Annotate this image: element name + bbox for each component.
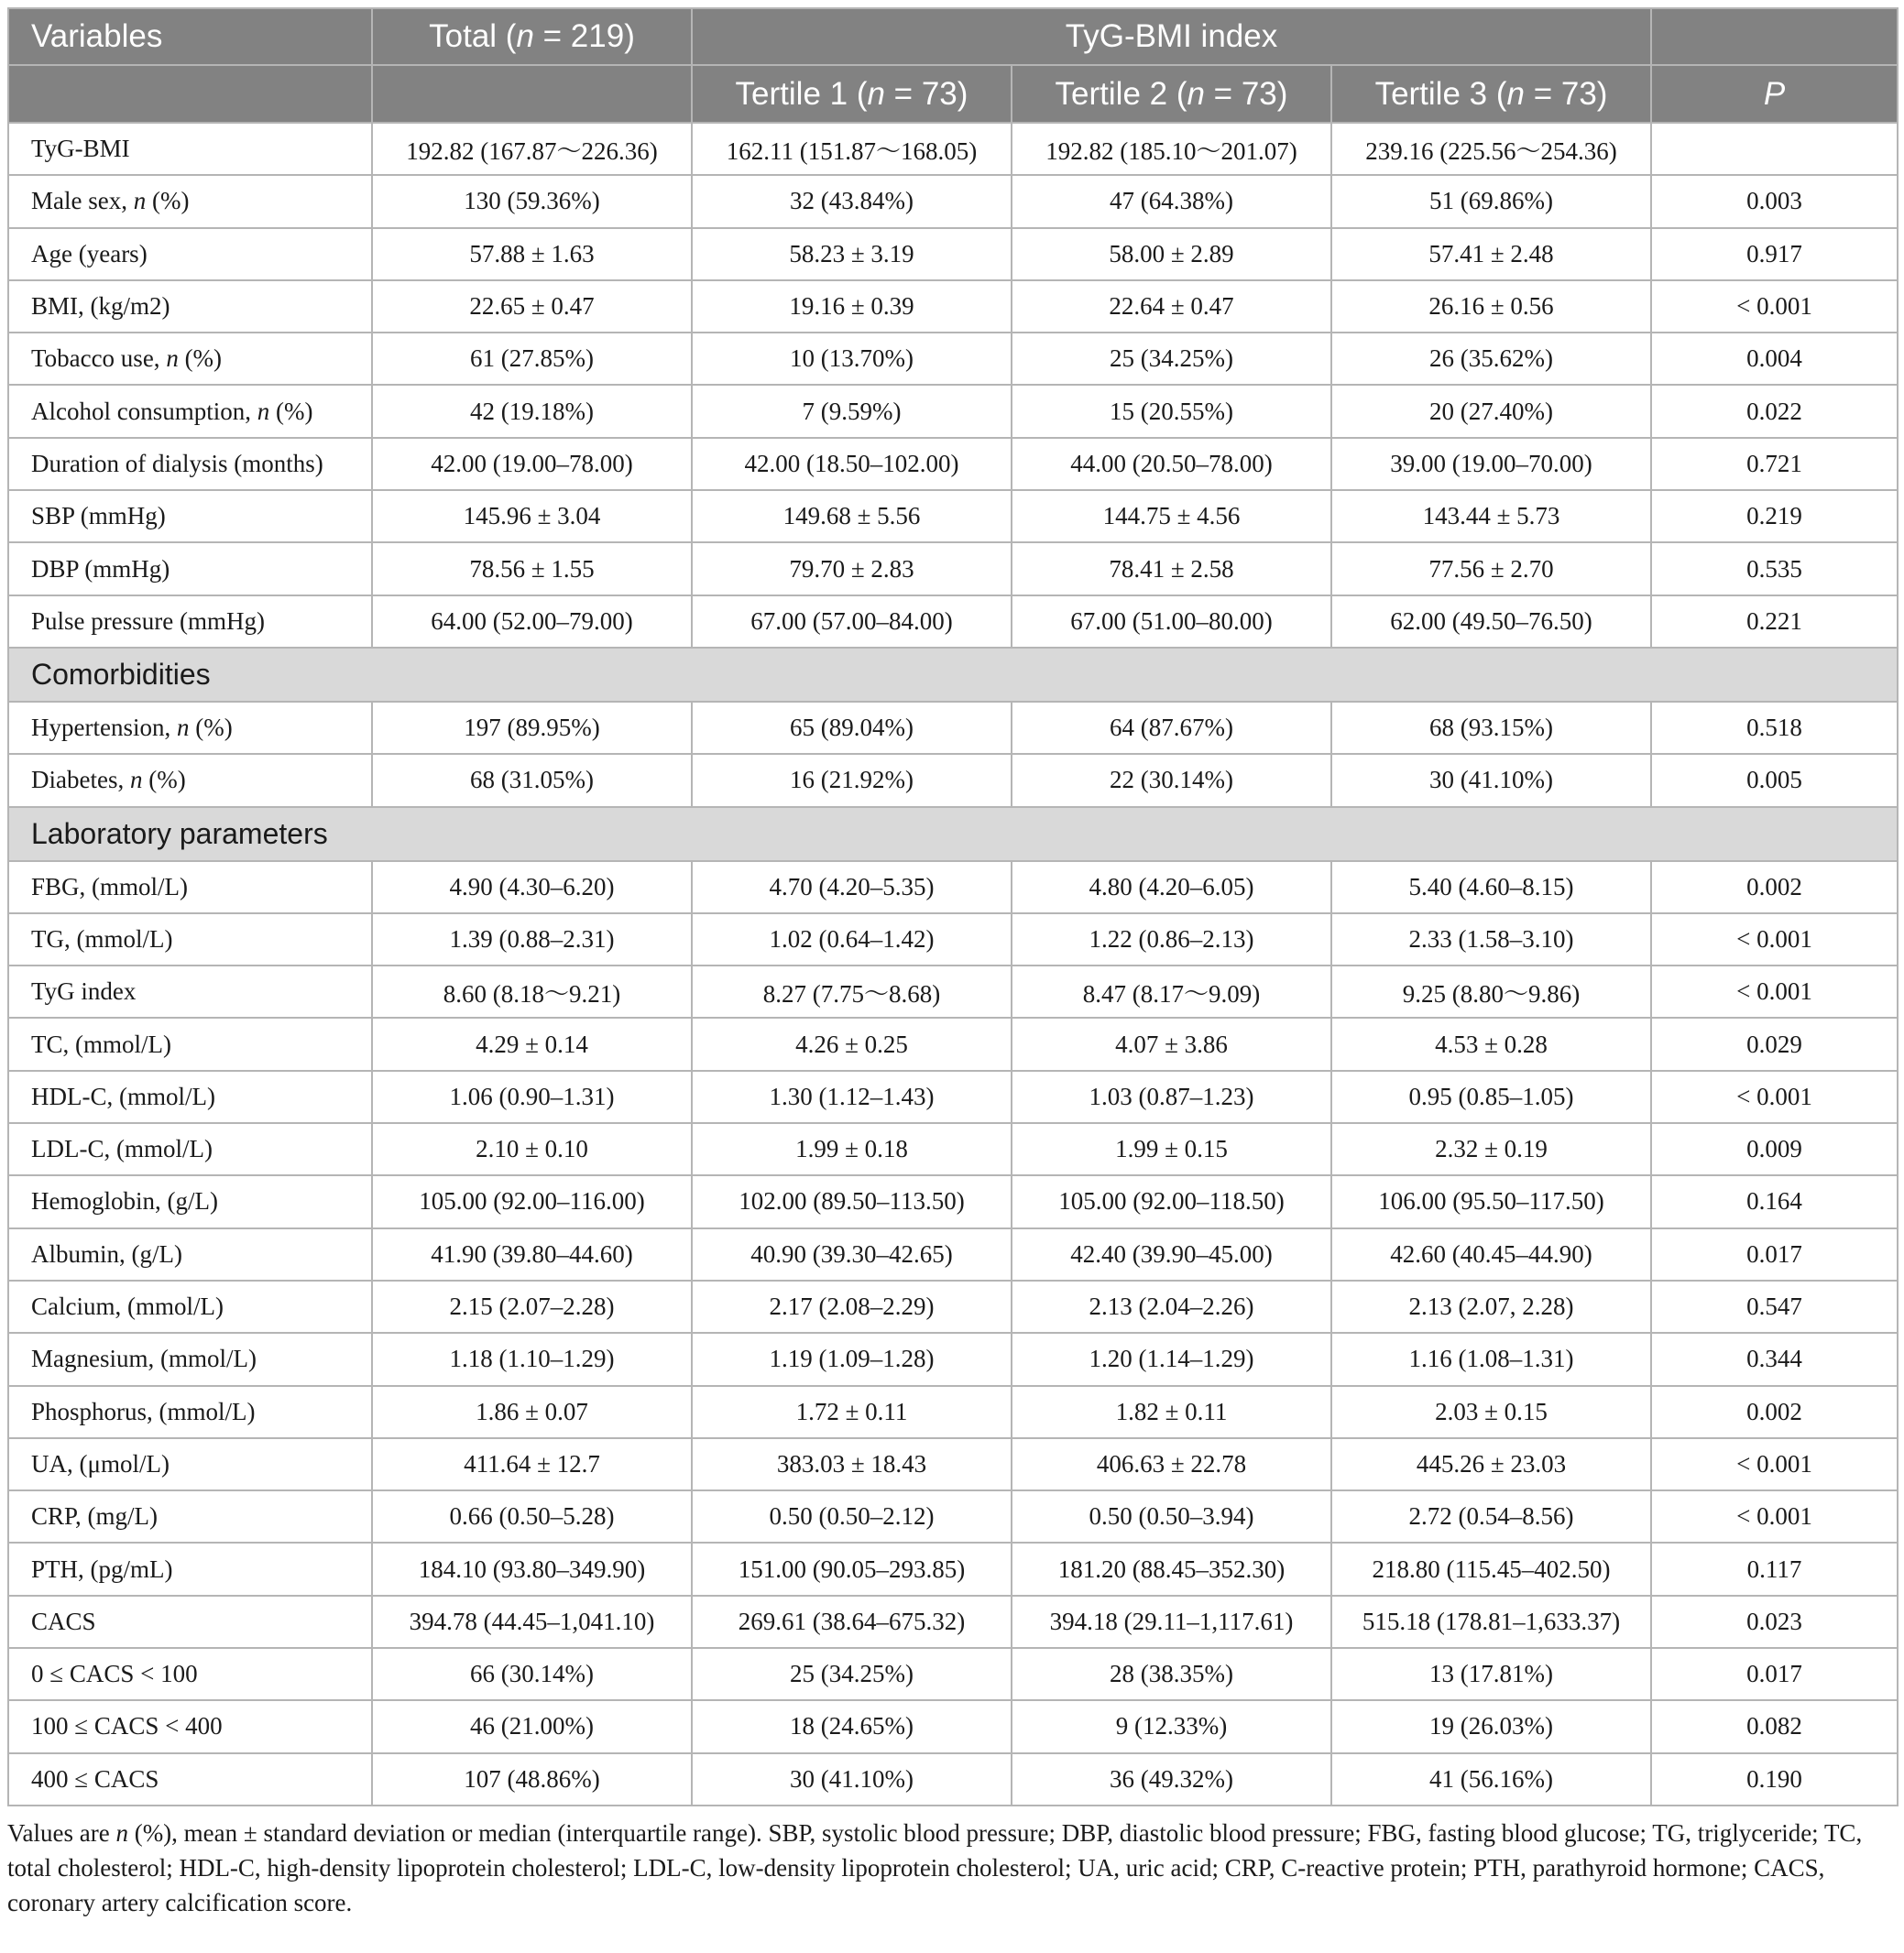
- section-label: Comorbidities: [8, 648, 1898, 702]
- tertile-2-cell: 22 (30.14%): [1012, 754, 1331, 806]
- tertile-2-cell: 64 (87.67%): [1012, 702, 1331, 754]
- baseline-characteristics-table: [7, 7, 1899, 1806]
- tertile-2-cell: 406.63 ± 22.78: [1012, 1438, 1331, 1490]
- tertile-2-cell: 2.13 (2.04–2.26): [1012, 1281, 1331, 1333]
- p-value-cell: 0.002: [1651, 1386, 1898, 1438]
- variable-cell: CACS: [8, 1596, 372, 1648]
- table-row: [8, 333, 1898, 385]
- tertile-2-cell: 1.03 (0.87–1.23): [1012, 1071, 1331, 1123]
- total-cell: 68 (31.05%): [372, 754, 692, 806]
- section-row: [8, 648, 1898, 702]
- p-value-cell: 0.221: [1651, 595, 1898, 648]
- tertile-2-cell: 67.00 (51.00–80.00): [1012, 595, 1331, 648]
- p-value-cell: 0.005: [1651, 754, 1898, 806]
- table-row: [8, 1281, 1898, 1333]
- table-row: [8, 175, 1898, 227]
- header-tertile-2: Tertile 2 (n = 73): [1012, 65, 1331, 123]
- tertile-3-cell: 218.80 (115.45–402.50): [1331, 1543, 1651, 1595]
- section-row: [8, 807, 1898, 861]
- total-cell: 1.39 (0.88–2.31): [372, 913, 692, 966]
- tertile-1-cell: 149.68 ± 5.56: [692, 490, 1012, 542]
- header-total: Total (n = 219): [372, 8, 692, 65]
- tertile-3-cell: 62.00 (49.50–76.50): [1331, 595, 1651, 648]
- tertile-3-cell: 68 (93.15%): [1331, 702, 1651, 754]
- table-row: [8, 1018, 1898, 1070]
- tertile-1-cell: 16 (21.92%): [692, 754, 1012, 806]
- variable-cell: Hemoglobin, (g/L): [8, 1175, 372, 1227]
- p-value-cell: 0.004: [1651, 333, 1898, 385]
- tertile-2-cell: 22.64 ± 0.47: [1012, 280, 1331, 333]
- variable-cell: TG, (mmol/L): [8, 913, 372, 966]
- tertile-2-cell: 181.20 (88.45–352.30): [1012, 1543, 1331, 1595]
- p-value-cell: 0.117: [1651, 1543, 1898, 1595]
- total-cell: 130 (59.36%): [372, 175, 692, 227]
- tertile-3-cell: 9.25 (8.80～9.86): [1331, 966, 1651, 1018]
- header-blank: [1651, 8, 1898, 65]
- p-value-cell: 0.190: [1651, 1753, 1898, 1806]
- total-cell: 4.29 ± 0.14: [372, 1018, 692, 1070]
- tertile-1-cell: 30 (41.10%): [692, 1753, 1012, 1806]
- total-cell: 0.66 (0.50–5.28): [372, 1490, 692, 1543]
- tertile-3-cell: 41 (56.16%): [1331, 1753, 1651, 1806]
- table-row: [8, 490, 1898, 542]
- table-row: [8, 1386, 1898, 1438]
- table-row: [8, 913, 1898, 966]
- tertile-2-cell: 25 (34.25%): [1012, 333, 1331, 385]
- tertile-3-cell: 5.40 (4.60–8.15): [1331, 861, 1651, 913]
- table-body: [8, 123, 1898, 1806]
- tertile-3-cell: 13 (17.81%): [1331, 1648, 1651, 1700]
- table-row: [8, 1123, 1898, 1175]
- p-value-cell: 0.029: [1651, 1018, 1898, 1070]
- tertile-3-cell: 19 (26.03%): [1331, 1700, 1651, 1752]
- tertile-3-cell: 106.00 (95.50–117.50): [1331, 1175, 1651, 1227]
- table-row: [8, 438, 1898, 490]
- variable-cell: 100 ≤ CACS < 400: [8, 1700, 372, 1752]
- tertile-1-cell: 383.03 ± 18.43: [692, 1438, 1012, 1490]
- tertile-1-cell: 10 (13.70%): [692, 333, 1012, 385]
- tertile-1-cell: 1.72 ± 0.11: [692, 1386, 1012, 1438]
- p-value-cell: < 0.001: [1651, 280, 1898, 333]
- p-value-cell: < 0.001: [1651, 1490, 1898, 1543]
- p-value-cell: [1651, 123, 1898, 175]
- total-cell: 184.10 (93.80–349.90): [372, 1543, 692, 1595]
- tertile-2-cell: 394.18 (29.11–1,117.61): [1012, 1596, 1331, 1648]
- variable-cell: SBP (mmHg): [8, 490, 372, 542]
- total-cell: 107 (48.86%): [372, 1753, 692, 1806]
- p-value-cell: 0.219: [1651, 490, 1898, 542]
- variable-cell: Pulse pressure (mmHg): [8, 595, 372, 648]
- tertile-3-cell: 2.03 ± 0.15: [1331, 1386, 1651, 1438]
- tertile-3-cell: 26.16 ± 0.56: [1331, 280, 1651, 333]
- tertile-3-cell: 239.16 (225.56～254.36): [1331, 123, 1651, 175]
- total-cell: 64.00 (52.00–79.00): [372, 595, 692, 648]
- p-value-cell: < 0.001: [1651, 1438, 1898, 1490]
- variable-cell: DBP (mmHg): [8, 542, 372, 595]
- variable-cell: TyG index: [8, 966, 372, 1018]
- tertile-1-cell: 4.26 ± 0.25: [692, 1018, 1012, 1070]
- tertile-3-cell: 20 (27.40%): [1331, 385, 1651, 437]
- variable-cell: TyG-BMI: [8, 123, 372, 175]
- tertile-1-cell: 0.50 (0.50–2.12): [692, 1490, 1012, 1543]
- table-row: [8, 1543, 1898, 1595]
- table-row: [8, 1648, 1898, 1700]
- total-cell: 8.60 (8.18～9.21): [372, 966, 692, 1018]
- p-value-cell: 0.017: [1651, 1648, 1898, 1700]
- total-cell: 66 (30.14%): [372, 1648, 692, 1700]
- variable-cell: Magnesium, (mmol/L): [8, 1333, 372, 1385]
- tertile-1-cell: 1.30 (1.12–1.43): [692, 1071, 1012, 1123]
- p-value-cell: 0.082: [1651, 1700, 1898, 1752]
- total-cell: 105.00 (92.00–116.00): [372, 1175, 692, 1227]
- variable-cell: TC, (mmol/L): [8, 1018, 372, 1070]
- tertile-2-cell: 47 (64.38%): [1012, 175, 1331, 227]
- table-header: [8, 8, 1898, 123]
- tertile-1-cell: 58.23 ± 3.19: [692, 228, 1012, 280]
- table-container: [7, 7, 1897, 1920]
- tertile-3-cell: 143.44 ± 5.73: [1331, 490, 1651, 542]
- total-cell: 42.00 (19.00–78.00): [372, 438, 692, 490]
- table-row: [8, 1333, 1898, 1385]
- tertile-2-cell: 192.82 (185.10～201.07): [1012, 123, 1331, 175]
- table-row: [8, 595, 1898, 648]
- tertile-1-cell: 79.70 ± 2.83: [692, 542, 1012, 595]
- tertile-1-cell: 102.00 (89.50–113.50): [692, 1175, 1012, 1227]
- p-value-cell: < 0.001: [1651, 966, 1898, 1018]
- p-value-cell: 0.518: [1651, 702, 1898, 754]
- tertile-2-cell: 8.47 (8.17～9.09): [1012, 966, 1331, 1018]
- tertile-2-cell: 28 (38.35%): [1012, 1648, 1331, 1700]
- total-cell: 145.96 ± 3.04: [372, 490, 692, 542]
- tertile-3-cell: 4.53 ± 0.28: [1331, 1018, 1651, 1070]
- header-blank: [8, 65, 372, 123]
- tertile-3-cell: 42.60 (40.45–44.90): [1331, 1228, 1651, 1281]
- tertile-2-cell: 58.00 ± 2.89: [1012, 228, 1331, 280]
- p-value-cell: 0.344: [1651, 1333, 1898, 1385]
- variable-cell: 400 ≤ CACS: [8, 1753, 372, 1806]
- total-cell: 22.65 ± 0.47: [372, 280, 692, 333]
- header-variables: Variables: [8, 8, 372, 65]
- variable-cell: Phosphorus, (mmol/L): [8, 1386, 372, 1438]
- p-value-cell: 0.002: [1651, 861, 1898, 913]
- total-cell: 197 (89.95%): [372, 702, 692, 754]
- tertile-1-cell: 18 (24.65%): [692, 1700, 1012, 1752]
- tertile-2-cell: 1.22 (0.86–2.13): [1012, 913, 1331, 966]
- tertile-3-cell: 30 (41.10%): [1331, 754, 1651, 806]
- table-row: [8, 1228, 1898, 1281]
- total-cell: 2.10 ± 0.10: [372, 1123, 692, 1175]
- tertile-1-cell: 1.02 (0.64–1.42): [692, 913, 1012, 966]
- total-cell: 57.88 ± 1.63: [372, 228, 692, 280]
- header-tertile-1: Tertile 1 (n = 73): [692, 65, 1012, 123]
- p-value-cell: 0.164: [1651, 1175, 1898, 1227]
- tertile-1-cell: 8.27 (7.75～8.68): [692, 966, 1012, 1018]
- total-cell: 46 (21.00%): [372, 1700, 692, 1752]
- table-row: [8, 966, 1898, 1018]
- tertile-1-cell: 2.17 (2.08–2.29): [692, 1281, 1012, 1333]
- tertile-2-cell: 44.00 (20.50–78.00): [1012, 438, 1331, 490]
- tertile-1-cell: 32 (43.84%): [692, 175, 1012, 227]
- tertile-1-cell: 7 (9.59%): [692, 385, 1012, 437]
- table-row: [8, 385, 1898, 437]
- tertile-3-cell: 0.95 (0.85–1.05): [1331, 1071, 1651, 1123]
- table-row: [8, 1175, 1898, 1227]
- tertile-2-cell: 9 (12.33%): [1012, 1700, 1331, 1752]
- tertile-2-cell: 1.20 (1.14–1.29): [1012, 1333, 1331, 1385]
- total-cell: 1.06 (0.90–1.31): [372, 1071, 692, 1123]
- tertile-3-cell: 515.18 (178.81–1,633.37): [1331, 1596, 1651, 1648]
- table-row: [8, 542, 1898, 595]
- total-cell: 41.90 (39.80–44.60): [372, 1228, 692, 1281]
- table-row: [8, 1596, 1898, 1648]
- p-value-cell: 0.022: [1651, 385, 1898, 437]
- tertile-3-cell: 1.16 (1.08–1.31): [1331, 1333, 1651, 1385]
- total-cell: 2.15 (2.07–2.28): [372, 1281, 692, 1333]
- table-row: [8, 754, 1898, 806]
- variable-cell: Age (years): [8, 228, 372, 280]
- tertile-3-cell: 77.56 ± 2.70: [1331, 542, 1651, 595]
- table-footnote: Values are n (%), mean ± standard deviation or median (interquartile range). SBP, systolic blood pressure; DBP, diastolic blood pressure; FBG, fasting blood glucose; TG, triglyceride; TC, total cholesterol; HDL-C, high-density lipoprotein cholesterol; LDL-C, low-density lipoprotein cholesterol; UA, uric acid; CRP, C-reactive protein; PTH, parathyroid hormone; CACS, coronary artery calcification score.: [7, 1818, 1863, 1916]
- tertile-1-cell: 25 (34.25%): [692, 1648, 1012, 1700]
- table-row: [8, 1071, 1898, 1123]
- p-value-cell: 0.721: [1651, 438, 1898, 490]
- total-cell: 192.82 (167.87～226.36): [372, 123, 692, 175]
- variable-cell: Duration of dialysis (months): [8, 438, 372, 490]
- p-value-cell: 0.009: [1651, 1123, 1898, 1175]
- tertile-1-cell: 162.11 (151.87～168.05): [692, 123, 1012, 175]
- tertile-3-cell: 445.26 ± 23.03: [1331, 1438, 1651, 1490]
- section-label: Laboratory parameters: [8, 807, 1898, 861]
- variable-cell: UA, (μmol/L): [8, 1438, 372, 1490]
- tertile-1-cell: 40.90 (39.30–42.65): [692, 1228, 1012, 1281]
- header-blank: [372, 65, 692, 123]
- tertile-1-cell: 4.70 (4.20–5.35): [692, 861, 1012, 913]
- p-value-cell: 0.535: [1651, 542, 1898, 595]
- variable-cell: Diabetes, n (%): [8, 754, 372, 806]
- header-tertile-3: Tertile 3 (n = 73): [1331, 65, 1651, 123]
- p-value-cell: 0.017: [1651, 1228, 1898, 1281]
- tertile-1-cell: 1.99 ± 0.18: [692, 1123, 1012, 1175]
- tertile-2-cell: 15 (20.55%): [1012, 385, 1331, 437]
- table-row: [8, 1753, 1898, 1806]
- tertile-2-cell: 78.41 ± 2.58: [1012, 542, 1331, 595]
- tertile-1-cell: 151.00 (90.05–293.85): [692, 1543, 1012, 1595]
- p-value-cell: < 0.001: [1651, 913, 1898, 966]
- tertile-1-cell: 67.00 (57.00–84.00): [692, 595, 1012, 648]
- variable-cell: PTH, (pg/mL): [8, 1543, 372, 1595]
- variable-cell: Male sex, n (%): [8, 175, 372, 227]
- table-row: [8, 123, 1898, 175]
- total-cell: 42 (19.18%): [372, 385, 692, 437]
- tertile-1-cell: 1.19 (1.09–1.28): [692, 1333, 1012, 1385]
- tertile-2-cell: 1.82 ± 0.11: [1012, 1386, 1331, 1438]
- p-value-cell: < 0.001: [1651, 1071, 1898, 1123]
- tertile-2-cell: 4.80 (4.20–6.05): [1012, 861, 1331, 913]
- variable-cell: Albumin, (g/L): [8, 1228, 372, 1281]
- table-row: [8, 861, 1898, 913]
- tertile-2-cell: 0.50 (0.50–3.94): [1012, 1490, 1331, 1543]
- header-p-value: P: [1651, 65, 1898, 123]
- table-row: [8, 280, 1898, 333]
- tertile-1-cell: 19.16 ± 0.39: [692, 280, 1012, 333]
- total-cell: 1.18 (1.10–1.29): [372, 1333, 692, 1385]
- header-tyg-bmi-group: TyG-BMI index: [692, 8, 1651, 65]
- tertile-3-cell: 2.72 (0.54–8.56): [1331, 1490, 1651, 1543]
- variable-cell: 0 ≤ CACS < 100: [8, 1648, 372, 1700]
- tertile-3-cell: 57.41 ± 2.48: [1331, 228, 1651, 280]
- p-value-cell: 0.917: [1651, 228, 1898, 280]
- variable-cell: Tobacco use, n (%): [8, 333, 372, 385]
- tertile-3-cell: 26 (35.62%): [1331, 333, 1651, 385]
- tertile-1-cell: 269.61 (38.64–675.32): [692, 1596, 1012, 1648]
- variable-cell: Hypertension, n (%): [8, 702, 372, 754]
- table-row: [8, 1490, 1898, 1543]
- tertile-3-cell: 2.32 ± 0.19: [1331, 1123, 1651, 1175]
- tertile-1-cell: 65 (89.04%): [692, 702, 1012, 754]
- total-cell: 4.90 (4.30–6.20): [372, 861, 692, 913]
- p-value-cell: 0.023: [1651, 1596, 1898, 1648]
- total-cell: 1.86 ± 0.07: [372, 1386, 692, 1438]
- tertile-2-cell: 144.75 ± 4.56: [1012, 490, 1331, 542]
- variable-cell: BMI, (kg/m2): [8, 280, 372, 333]
- table-row: [8, 702, 1898, 754]
- tertile-2-cell: 105.00 (92.00–118.50): [1012, 1175, 1331, 1227]
- table-row: [8, 1438, 1898, 1490]
- tertile-2-cell: 42.40 (39.90–45.00): [1012, 1228, 1331, 1281]
- variable-cell: LDL-C, (mmol/L): [8, 1123, 372, 1175]
- tertile-2-cell: 36 (49.32%): [1012, 1753, 1331, 1806]
- p-value-cell: 0.003: [1651, 175, 1898, 227]
- variable-cell: HDL-C, (mmol/L): [8, 1071, 372, 1123]
- variable-cell: Calcium, (mmol/L): [8, 1281, 372, 1333]
- total-cell: 78.56 ± 1.55: [372, 542, 692, 595]
- tertile-3-cell: 2.13 (2.07, 2.28): [1331, 1281, 1651, 1333]
- table-row: [8, 1700, 1898, 1752]
- tertile-3-cell: 51 (69.86%): [1331, 175, 1651, 227]
- tertile-2-cell: 4.07 ± 3.86: [1012, 1018, 1331, 1070]
- table-row: [8, 228, 1898, 280]
- total-cell: 61 (27.85%): [372, 333, 692, 385]
- variable-cell: CRP, (mg/L): [8, 1490, 372, 1543]
- p-value-cell: 0.547: [1651, 1281, 1898, 1333]
- variable-cell: FBG, (mmol/L): [8, 861, 372, 913]
- total-cell: 411.64 ± 12.7: [372, 1438, 692, 1490]
- tertile-3-cell: 2.33 (1.58–3.10): [1331, 913, 1651, 966]
- total-cell: 394.78 (44.45–1,041.10): [372, 1596, 692, 1648]
- tertile-2-cell: 1.99 ± 0.15: [1012, 1123, 1331, 1175]
- variable-cell: Alcohol consumption, n (%): [8, 385, 372, 437]
- tertile-3-cell: 39.00 (19.00–70.00): [1331, 438, 1651, 490]
- tertile-1-cell: 42.00 (18.50–102.00): [692, 438, 1012, 490]
